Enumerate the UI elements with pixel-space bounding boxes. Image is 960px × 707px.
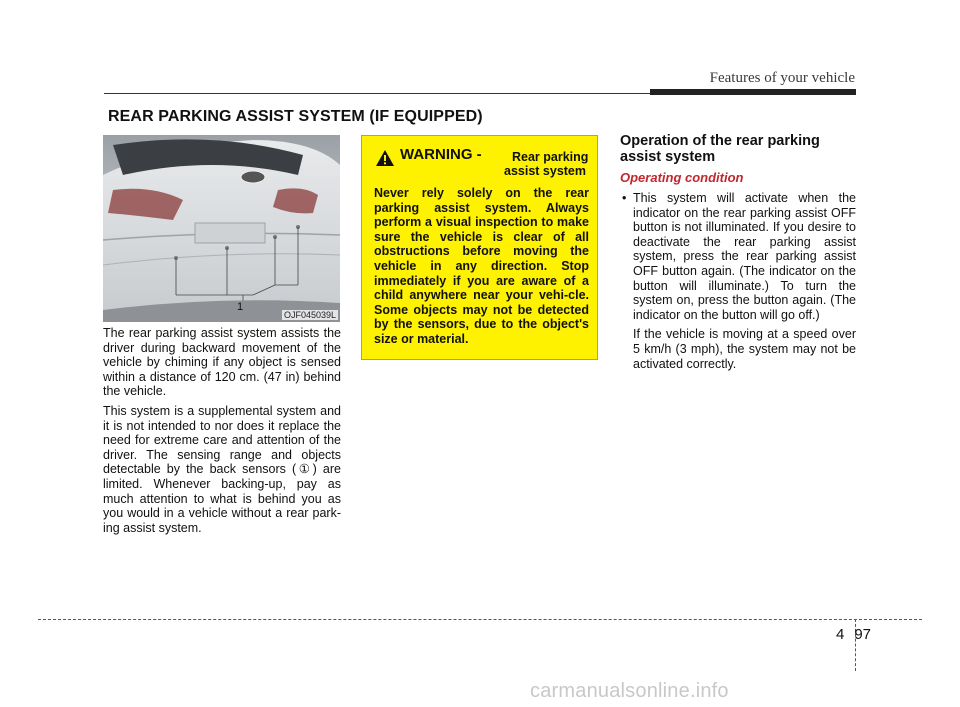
intro-text — [103, 326, 341, 540]
operation-title: Operation of the rear parking assist system — [620, 133, 820, 165]
header-tab-bar — [650, 89, 856, 95]
chapter-number: 4 — [836, 626, 845, 643]
figure-code: OJF045039L — [283, 310, 336, 320]
intro-paragraph-1: The rear parking assist system assists the driver during backward movement of the vehicle by chiming if any object is sensed within a distance of 120 cm. (47 in) behind the vehicle. — [103, 326, 341, 399]
sensor-callout-number: 1 — [237, 301, 244, 313]
footer-rule — [38, 619, 922, 620]
rear-bumper-figure — [103, 135, 340, 322]
list-item — [620, 191, 856, 322]
warning-triangle-icon — [376, 150, 394, 166]
intro-paragraph-2: This system is a supplemental system and it is not intended to nor does it replace the need for extreme care and attention of the driver. The sensing range and objects detectable by the back sensors (①) are limited. Whenever backing-up, pay as much attention to what is behind you as you would in a vehicle without a rear park-ing assist system. — [103, 403, 341, 535]
page-number — [836, 626, 871, 643]
warning-text: Never rely solely on the rear parking assist system. Always perform a visual inspection to make sure the vehicle is clear of all obstructions before moving the vehicle in any direction. Stop immediately if you are aware of a child anywhere near your vehi-cle. Some objects may not be detected by the sensors, due to the object's size or material. — [374, 186, 589, 346]
operation-paragraph: If the vehicle is moving at a speed over 5 km/h (3 mph), the system may not be activated correctly. — [633, 327, 856, 371]
operation-bullet-text: This system will activate when the indicator on the rear parking assist OFF button is not illuminated. If you desire to deactivate the rear parking assist system, press the rear parking assist OFF button again. (The indicator on the button will illuminate.) To turn the system on, press the button again. (The indicator on the button will go off.) — [633, 191, 856, 322]
warning-subject-line-1: Rear parking — [512, 150, 589, 164]
header-title: Features of your vehicle — [709, 70, 855, 86]
watermark: carmanualsonline.info — [530, 680, 729, 702]
operation-subtitle: Operating condition — [620, 170, 744, 185]
page-number-value: 97 — [854, 626, 872, 643]
bullet-dot: • — [622, 191, 627, 205]
operation-list — [620, 191, 856, 371]
warning-box — [361, 135, 598, 360]
car-rear-illustration — [103, 135, 340, 322]
warning-word: WARNING - — [400, 146, 482, 163]
section-title: REAR PARKING ASSIST SYSTEM (IF EQUIPPED) — [108, 108, 483, 125]
warning-header — [376, 146, 591, 184]
warning-subject-line-2: assist system — [504, 164, 587, 178]
